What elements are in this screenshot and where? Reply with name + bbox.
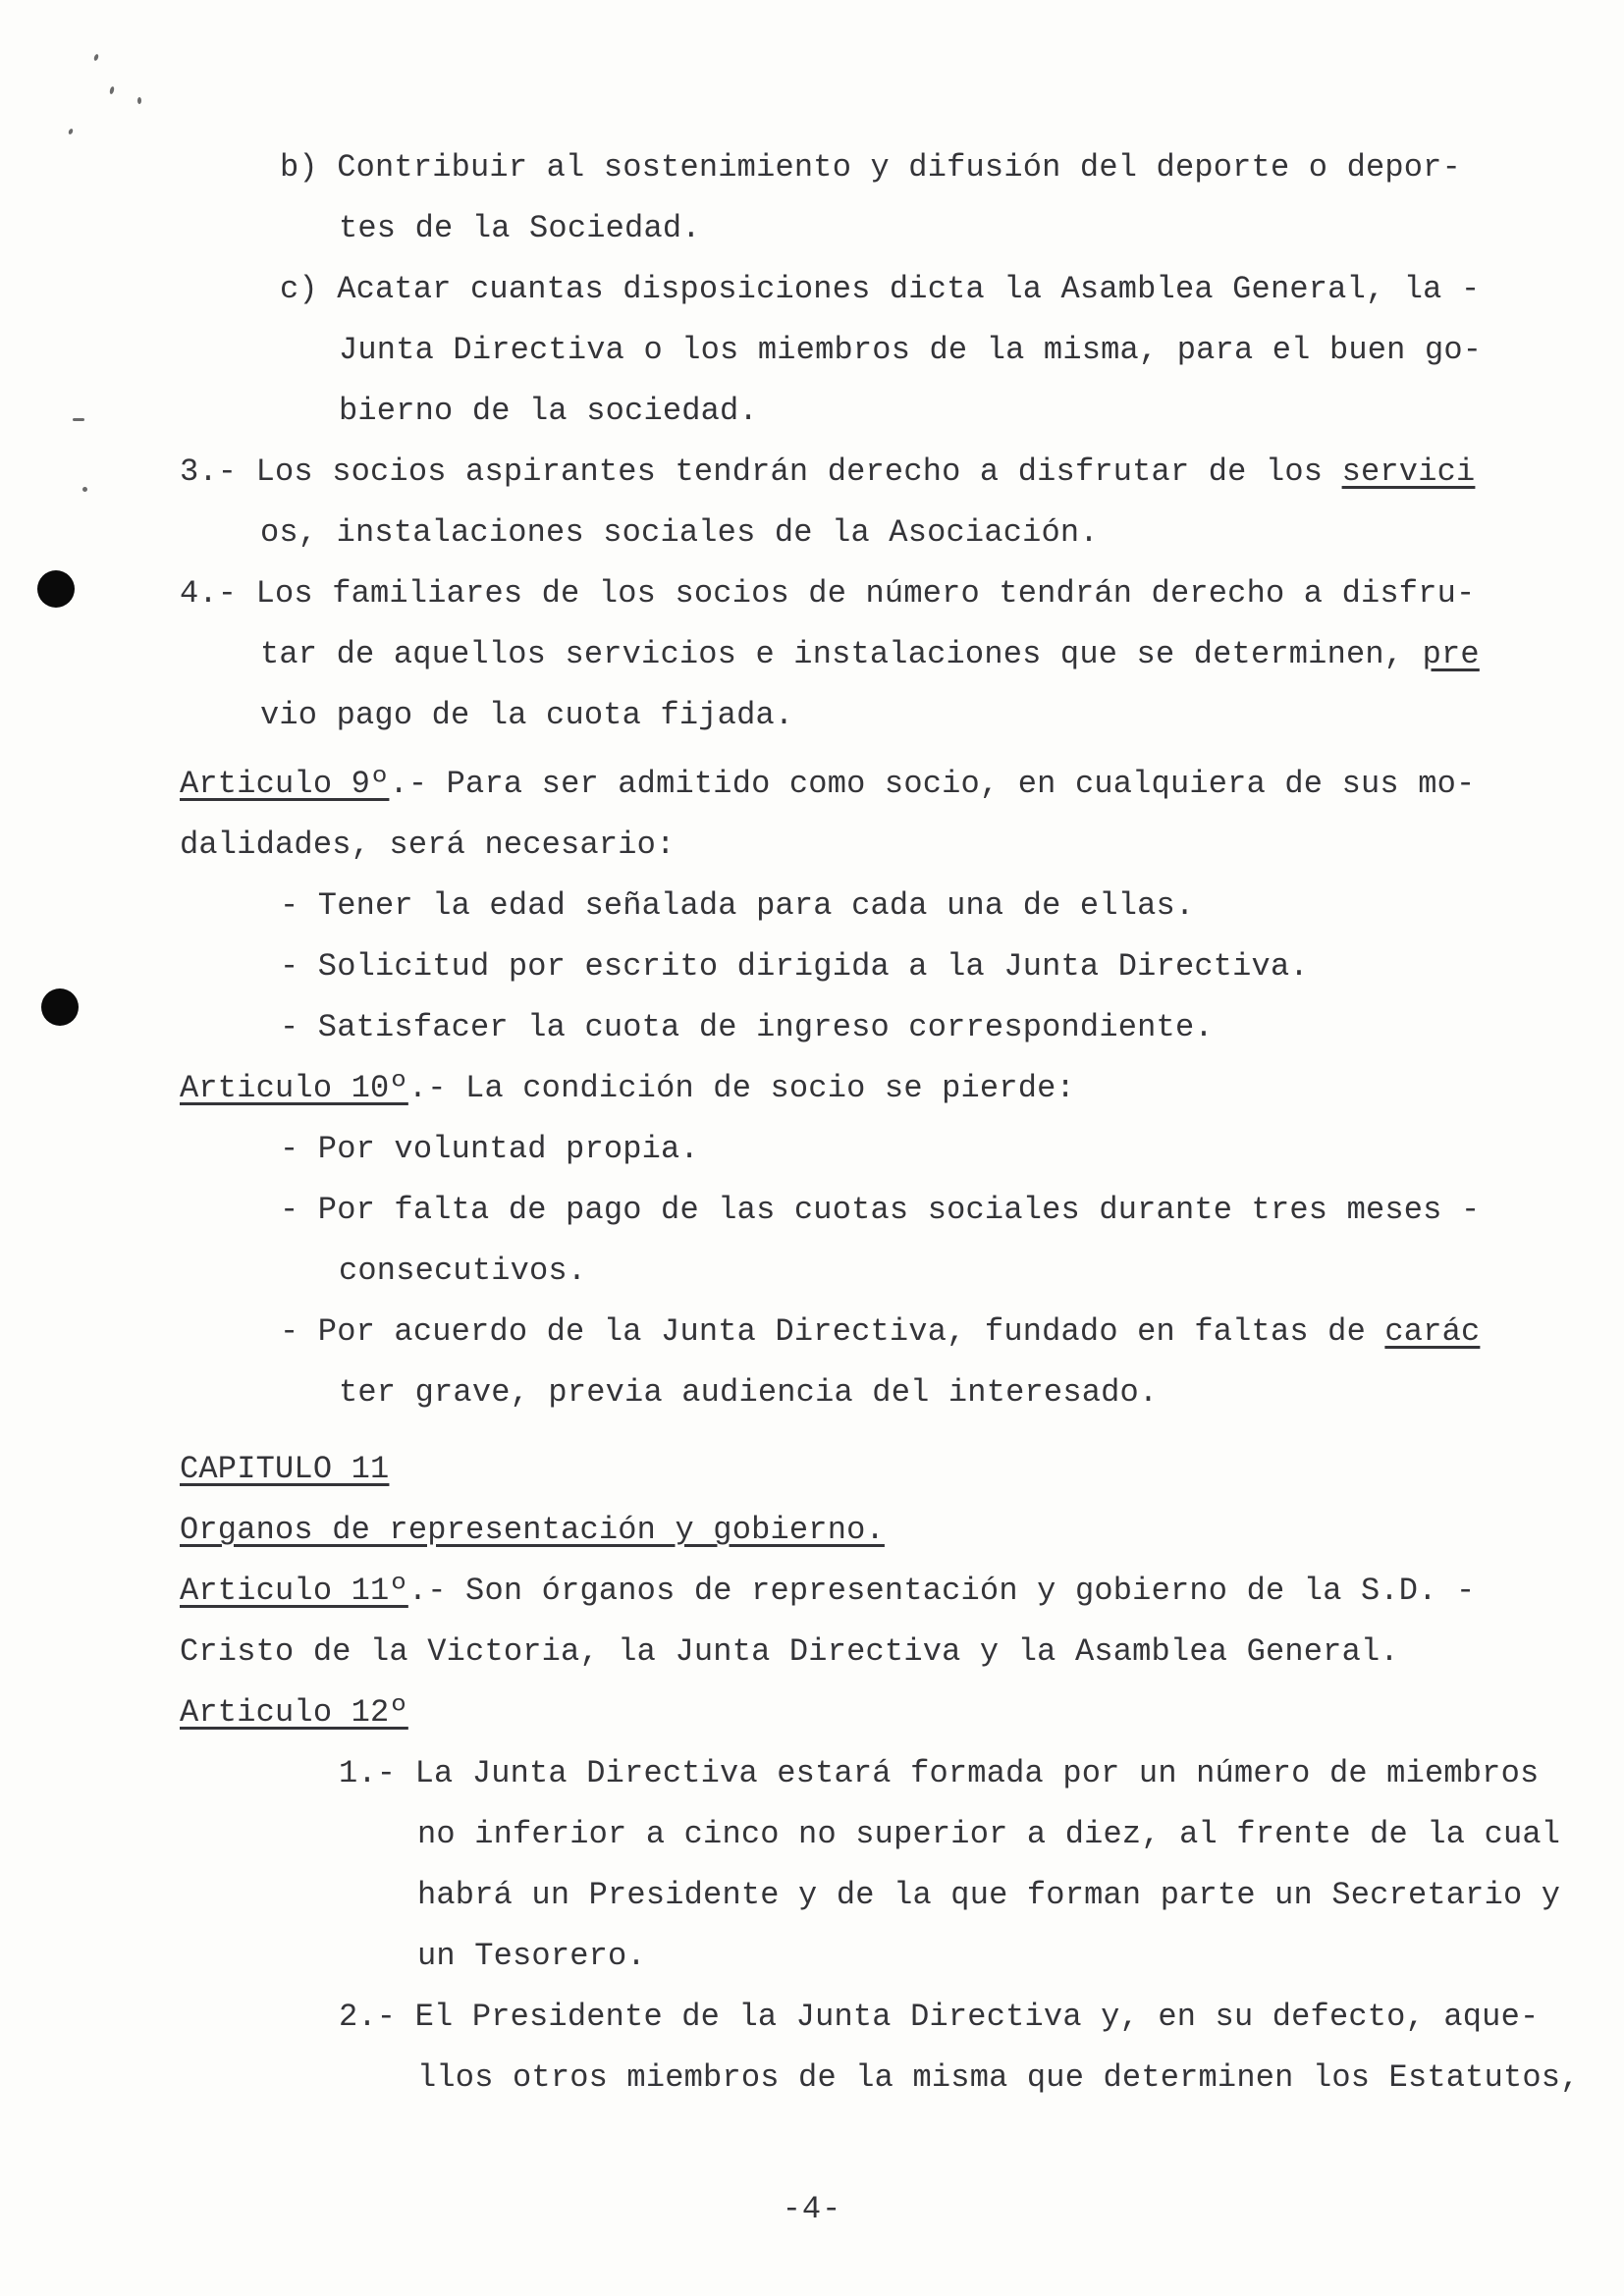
text-line [280,1302,1554,1362]
text-segment: .- Son órganos de representación y gobierno de la S.D. - [407,1573,1476,1609]
text-line [180,1682,1554,1743]
text-line [417,1865,1561,1926]
scan-speck [109,86,115,95]
text-segment: - Tener la edad señalada para cada una de ellas. [280,887,1195,924]
text-line [180,1500,1554,1561]
scan-speck [73,418,84,421]
underlined-text-segment: Articulo 12º [180,1694,408,1731]
text-line [260,503,1554,563]
underlined-text-segment: pre [1422,636,1480,672]
text-line [180,563,1554,624]
text-line [180,754,1554,815]
underlined-text-segment: CAPITULO 11 [180,1451,390,1487]
text-line [417,1804,1561,1865]
text-line [180,442,1554,503]
text-line [339,320,1554,381]
text-line [280,936,1554,997]
text-line [280,137,1554,198]
text-segment: - Por falta de pago de las cuotas sociales durante tres meses - [280,1192,1481,1228]
text-line [417,2048,1580,2109]
text-line [339,198,1554,259]
text-line [180,1058,1554,1119]
text-line [417,1926,1554,1987]
scan-speck [137,97,141,104]
underlined-text-segment: Articulo 10º [180,1070,408,1106]
text-segment: un Tesorero. [417,1938,646,1974]
text-segment: tar de aquellos servicios e instalaciones que se determinen, [260,636,1423,672]
text-line [339,1241,1554,1302]
text-segment: 4.- Los familiares de los socios de número tendrán derecho a disfru- [180,575,1476,612]
text-line [280,997,1554,1058]
text-segment: ter grave, previa audiencia del interesado. [339,1374,1159,1411]
text-line [280,1119,1554,1180]
hole-punch-dot [37,570,75,608]
scan-speck [82,487,87,492]
text-line [339,1362,1554,1423]
text-segment: vio pago de la cuota fijada. [260,697,794,733]
text-segment: 2.- El Presidente de la Junta Directiva y, en su defecto, aque- [339,1999,1540,2035]
underlined-text-segment: Articulo 9º [180,766,390,802]
text-line [180,815,1554,876]
underlined-text-segment: carác [1384,1313,1481,1350]
text-segment: tes de la Sociedad. [339,210,701,246]
text-line [180,1622,1554,1682]
text-line [339,1987,1554,2048]
text-segment: 3.- Los socios aspirantes tendrán derecho a disfrutar de los [180,454,1342,490]
text-segment: consecutivos. [339,1253,587,1289]
text-line [260,685,1554,746]
text-segment: - Satisfacer la cuota de ingreso correspondiente. [280,1009,1214,1045]
text-segment: habrá un Presidente y de la que forman parte un Secretario y [417,1877,1561,1913]
text-segment: b) Contribuir al sostenimiento y difusión del deporte o depor- [280,149,1461,186]
text-segment: Junta Directiva o los miembros de la misma, para el buen go- [339,332,1483,368]
text-segment: .- La condición de socio se pierde: [407,1070,1075,1106]
scan-speck [68,128,74,134]
page-number: -4- [782,2191,842,2227]
text-line [339,1743,1554,1804]
underlined-text-segment: Articulo 11º [180,1573,408,1609]
document-lines [180,137,1580,2109]
text-line [260,624,1554,685]
text-line [180,1561,1554,1622]
underlined-text-segment: Organos de representación y gobierno. [180,1512,885,1548]
text-line [180,1439,1554,1500]
text-segment: llos otros miembros de la misma que determinen los Estatutos, [417,2059,1580,2096]
hole-punch-dot [41,988,79,1026]
text-segment: Cristo de la Victoria, la Junta Directiva y la Asamblea General. [180,1633,1399,1670]
text-segment: .- Para ser admitido como socio, en cualquiera de sus mo- [389,766,1476,802]
text-line [339,381,1554,442]
text-segment: c) Acatar cuantas disposiciones dicta la Asamblea General, la - [280,271,1481,307]
text-segment: os, instalaciones sociales de la Asociación. [260,514,1099,551]
scan-speck [93,54,99,62]
text-segment: - Por acuerdo de la Junta Directiva, fundado en faltas de [280,1313,1385,1350]
text-segment: - Por voluntad propia. [280,1131,699,1167]
text-segment: no inferior a cinco no superior a diez, al frente de la cual [417,1816,1561,1852]
text-line [280,876,1554,936]
text-segment: dalidades, será necesario: [180,827,676,863]
text-line [280,1180,1554,1241]
text-segment: - Solicitud por escrito dirigida a la Junta Directiva. [280,948,1309,985]
text-segment: bierno de la sociedad. [339,393,758,429]
text-line [280,259,1554,320]
text-segment: 1.- La Junta Directiva estará formada por un número de miembros [339,1755,1540,1791]
underlined-text-segment: servici [1341,454,1476,490]
